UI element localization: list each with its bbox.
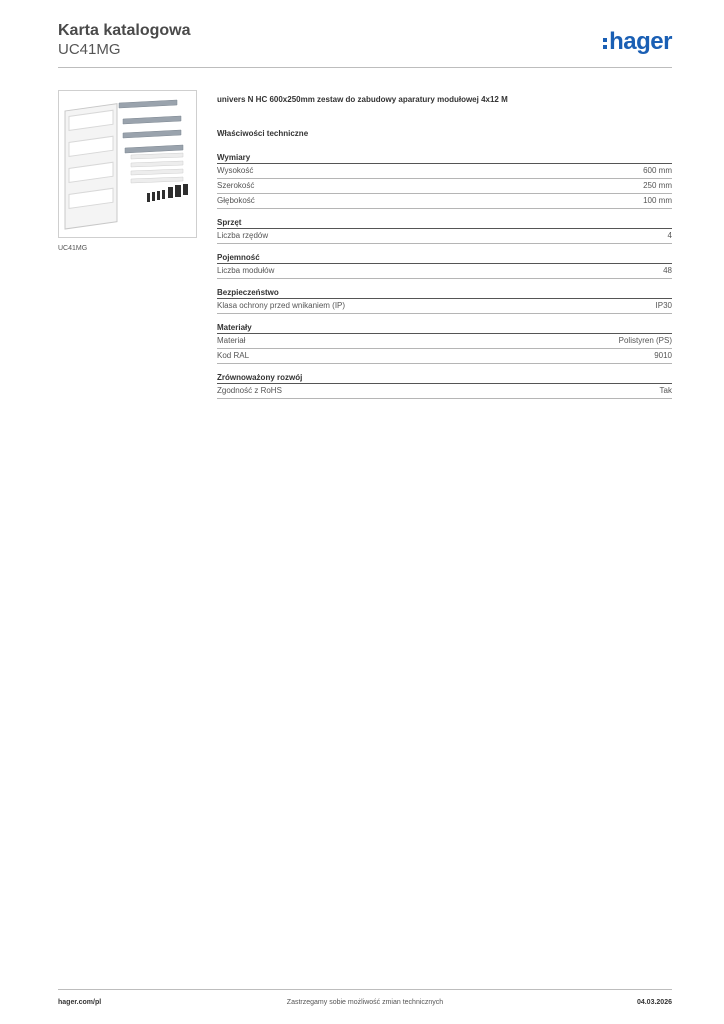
spec-label: Szerokość (217, 181, 255, 190)
spec-value: 250 mm (643, 181, 672, 190)
product-kit-illustration (59, 91, 196, 237)
product-description: univers N HC 600x250mm zestaw do zabudowy aparatury modułowej 4x12 M (217, 95, 508, 104)
spec-value: 100 mm (643, 196, 672, 205)
spec-row (217, 164, 672, 179)
footer-website-link[interactable]: hager.com/pl (58, 999, 102, 1006)
spec-group-capacity (217, 251, 672, 279)
spec-label: Klasa ochrony przed wnikaniem (IP) (217, 301, 346, 310)
spec-label: Zgodność z RoHS (217, 386, 282, 395)
spec-label: Kod RAL (217, 351, 250, 360)
spec-value: IP30 (655, 301, 672, 310)
spec-group-title: Bezpieczeństwo (217, 286, 672, 299)
spec-row (217, 299, 672, 314)
logo-dots-icon (603, 38, 607, 49)
spec-group-equipment (217, 216, 672, 244)
document-subtitle: UC41MG (58, 41, 121, 58)
footer-disclaimer: Zastrzegamy sobie możliwość zmian technicznych (286, 999, 444, 1006)
spec-label: Materiał (217, 336, 246, 345)
spec-row (217, 384, 672, 399)
spec-group-dimensions (217, 151, 672, 209)
spec-value: 48 (663, 266, 672, 275)
spec-group-safety (217, 286, 672, 314)
logo-text: hager (609, 28, 672, 55)
spec-group-title: Zrównoważony rozwój (217, 371, 672, 384)
page-footer (58, 989, 672, 1006)
spec-value: Tak (659, 386, 672, 395)
spec-row (217, 229, 672, 244)
page-header (58, 22, 672, 68)
spec-group-materials (217, 321, 672, 364)
hager-logo (603, 28, 672, 56)
product-content (217, 95, 672, 406)
image-caption: UC41MG (58, 245, 88, 252)
spec-value: 9010 (654, 351, 672, 360)
spec-label: Liczba modułów (217, 266, 275, 275)
spec-row (217, 179, 672, 194)
spec-row (217, 264, 672, 279)
spec-group-title: Sprzęt (217, 216, 672, 229)
spec-group-title: Wymiary (217, 151, 672, 164)
document-title: Karta katalogowa (58, 22, 191, 39)
spec-row (217, 194, 672, 209)
spec-label: Liczba rzędów (217, 231, 269, 240)
spec-value: 600 mm (643, 166, 672, 175)
spec-row (217, 334, 672, 349)
spec-value: 4 (667, 231, 672, 240)
technical-properties-heading: Właściwości techniczne (217, 129, 309, 138)
spec-group-title: Materiały (217, 321, 672, 334)
spec-group-sustainability (217, 371, 672, 399)
spec-group-title: Pojemność (217, 251, 672, 264)
footer-date: 04.03.2026 (636, 999, 672, 1006)
spec-row (217, 349, 672, 364)
spec-value: Polistyren (PS) (618, 336, 672, 345)
product-image (58, 90, 197, 238)
spec-label: Wysokość (217, 166, 254, 175)
spec-label: Głębokość (217, 196, 255, 205)
